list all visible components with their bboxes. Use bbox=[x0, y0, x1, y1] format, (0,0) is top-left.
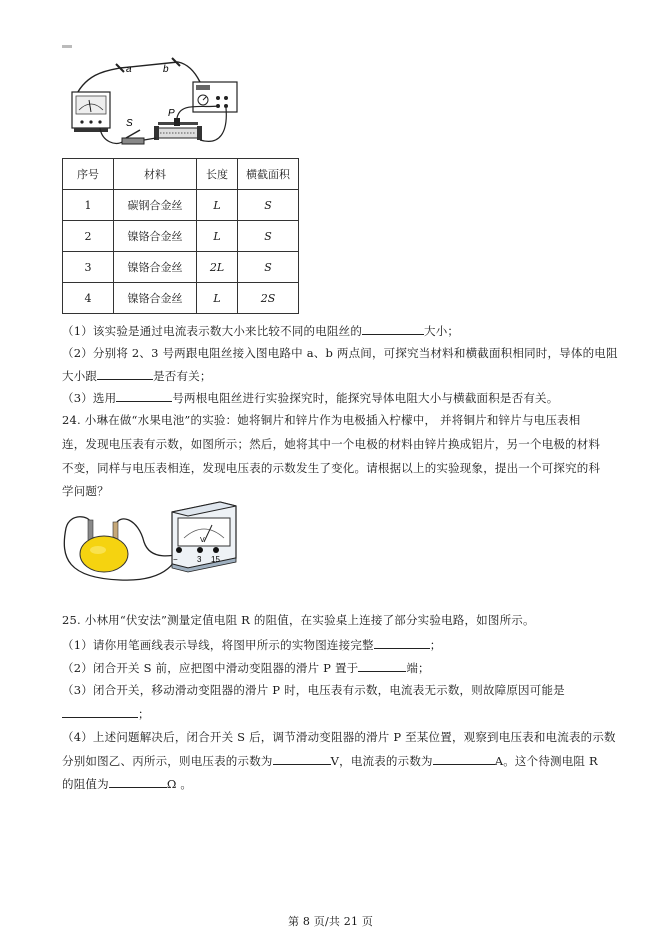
answer-blank[interactable] bbox=[109, 775, 167, 788]
q25-part4-text-d: 的阻值为 bbox=[62, 777, 109, 791]
table-cell: 1 bbox=[63, 190, 114, 221]
table-cell: 镍铬合金丝 bbox=[114, 221, 197, 252]
table-cell: S bbox=[238, 221, 299, 252]
q23-part2: （2）分别将 2、3 号两跟电阻丝接入图电路中 a、b 两点间，可探究当材料和横截面积相同时，导体的电阻 bbox=[62, 346, 618, 360]
table-row bbox=[63, 252, 299, 283]
q25-part1-text: （1）请你用笔画线表示导线，将图甲所示的实物图连接完整 bbox=[62, 638, 374, 652]
page-footer: 第 8 页/共 21 页 bbox=[287, 915, 374, 928]
voltmeter-unit: V bbox=[200, 537, 205, 544]
table-cell: 碳钢合金丝 bbox=[114, 190, 197, 221]
answer-blank[interactable] bbox=[362, 322, 424, 335]
q23-part1-end: 大小； bbox=[424, 324, 460, 338]
q25-part2 bbox=[62, 659, 430, 676]
switch-icon bbox=[122, 130, 144, 144]
q25-part4-text-b: V，电流表的示数为 bbox=[330, 754, 433, 768]
lemon-icon bbox=[80, 536, 128, 572]
answer-blank[interactable] bbox=[433, 752, 495, 765]
wire-supply-return bbox=[200, 108, 226, 141]
q25-part4-text-a: 分别如图乙、丙所示，则电压表的示数为 bbox=[62, 754, 273, 768]
table-row bbox=[63, 283, 299, 314]
figure-scan-mark bbox=[62, 45, 72, 48]
answer-blank[interactable] bbox=[358, 659, 406, 672]
table-header: 长度 bbox=[197, 159, 238, 190]
q25-part4-end-line bbox=[62, 775, 192, 792]
q25-part3-cont bbox=[62, 705, 150, 722]
table-cell: L bbox=[197, 283, 238, 314]
table-cell: S bbox=[238, 252, 299, 283]
answer-blank[interactable] bbox=[374, 636, 430, 649]
lemon-battery-figure bbox=[60, 498, 250, 602]
q23-part1-text: （1）该实验是通过电流表示数大小来比较不同的电阻丝的 bbox=[62, 324, 363, 338]
q23-part2-text: 大小跟 bbox=[62, 369, 98, 383]
table-header-row bbox=[63, 159, 299, 190]
q25-part1-end: ； bbox=[429, 638, 442, 652]
q23-part3-text: （3）选用 bbox=[62, 391, 117, 405]
circuit-figure-1 bbox=[60, 42, 240, 154]
table-cell: 2L bbox=[197, 252, 238, 283]
rheostat-icon bbox=[154, 118, 202, 140]
answer-blank[interactable] bbox=[62, 705, 138, 718]
label-p: P bbox=[168, 108, 175, 119]
terminal-15-label: 15 bbox=[211, 555, 220, 564]
voltmeter-icon bbox=[172, 502, 236, 572]
q24-line1: 24. 小琳在做“水果电池”的实验：她将铜片和锌片作为电极插入柠檬中， 并将铜片和锌片与电压表相 bbox=[62, 413, 581, 427]
q23-part1 bbox=[62, 322, 459, 339]
label-a: a bbox=[126, 64, 132, 75]
table-cell: L bbox=[197, 190, 238, 221]
q23-part2-end: 是否有关； bbox=[153, 369, 212, 383]
table-cell: 2S bbox=[238, 283, 299, 314]
label-s: S bbox=[126, 118, 133, 129]
q25-part4-text-c: A。这个待测电阻 R bbox=[494, 754, 598, 768]
answer-blank[interactable] bbox=[273, 752, 331, 765]
q25-part4: （4）上述问题解决后，闭合开关 S 后，调节滑动变阻器的滑片 P 至某位置，观察到电压表和电流表的示数 bbox=[62, 730, 616, 744]
table-cell: 3 bbox=[63, 252, 114, 283]
lemon-highlight bbox=[90, 546, 106, 554]
q25-part2-end: 端； bbox=[406, 661, 430, 675]
q25-part4-cont bbox=[62, 752, 598, 769]
q25-part3-end: ； bbox=[138, 707, 150, 721]
q23-part3 bbox=[62, 389, 558, 406]
terminal-minus-icon bbox=[176, 547, 182, 553]
ammeter-icon bbox=[72, 92, 110, 132]
power-supply-icon bbox=[193, 82, 237, 112]
answer-blank[interactable] bbox=[97, 367, 153, 380]
table-cell: 镍铬合金丝 bbox=[114, 283, 197, 314]
table-cell: L bbox=[197, 221, 238, 252]
q25-part2-text: （2）闭合开关 S 前，应把图中滑动变阻器的滑片 P 置于 bbox=[62, 661, 359, 675]
q25-part4-end: Ω 。 bbox=[166, 777, 193, 791]
answer-blank[interactable] bbox=[116, 389, 172, 402]
table-cell: 4 bbox=[63, 283, 114, 314]
q24-line3: 不变，同样与电压表相连，发现电压表的示数发生了变化。请根据以上的实验现象，提出一个可探究的科 bbox=[62, 461, 601, 475]
terminal-minus-label: − bbox=[173, 555, 178, 564]
q25-part3: （3）闭合开关，移动滑动变阻器的滑片 P 时，电压表有示数，电流表无示数，则故障原因可能是 bbox=[62, 683, 565, 697]
label-b: b bbox=[163, 64, 169, 75]
terminal-3-icon bbox=[197, 547, 203, 553]
table-header: 横截面积 bbox=[238, 159, 299, 190]
table-row bbox=[63, 221, 299, 252]
q24-line2: 连，发现电压表有示数，如图所示；然后，她将其中一个电极的材料由锌片换成铝片，另一个电极的材料 bbox=[62, 437, 601, 451]
q24-line4: 学问题？ bbox=[62, 484, 109, 498]
resistance-wire-table bbox=[62, 158, 299, 314]
table-cell: 镍铬合金丝 bbox=[114, 252, 197, 283]
table-header: 材料 bbox=[114, 159, 197, 190]
table-cell: S bbox=[238, 190, 299, 221]
table-header: 序号 bbox=[63, 159, 114, 190]
q25-line1: 25. 小林用“伏安法”测量定值电阻 R 的阻值，在实验桌上连接了部分实验电路，如图所示。 bbox=[62, 613, 535, 627]
q23-part3-end: 号两根电阻丝进行实验探究时，能探究导体电阻大小与横截面积是否有关。 bbox=[172, 391, 559, 405]
q23-part2-cont bbox=[62, 367, 212, 384]
table-row bbox=[63, 190, 299, 221]
q25-part1 bbox=[62, 636, 441, 653]
terminal-3-label: 3 bbox=[197, 555, 202, 564]
terminal-15-icon bbox=[213, 547, 219, 553]
table-cell: 2 bbox=[63, 221, 114, 252]
